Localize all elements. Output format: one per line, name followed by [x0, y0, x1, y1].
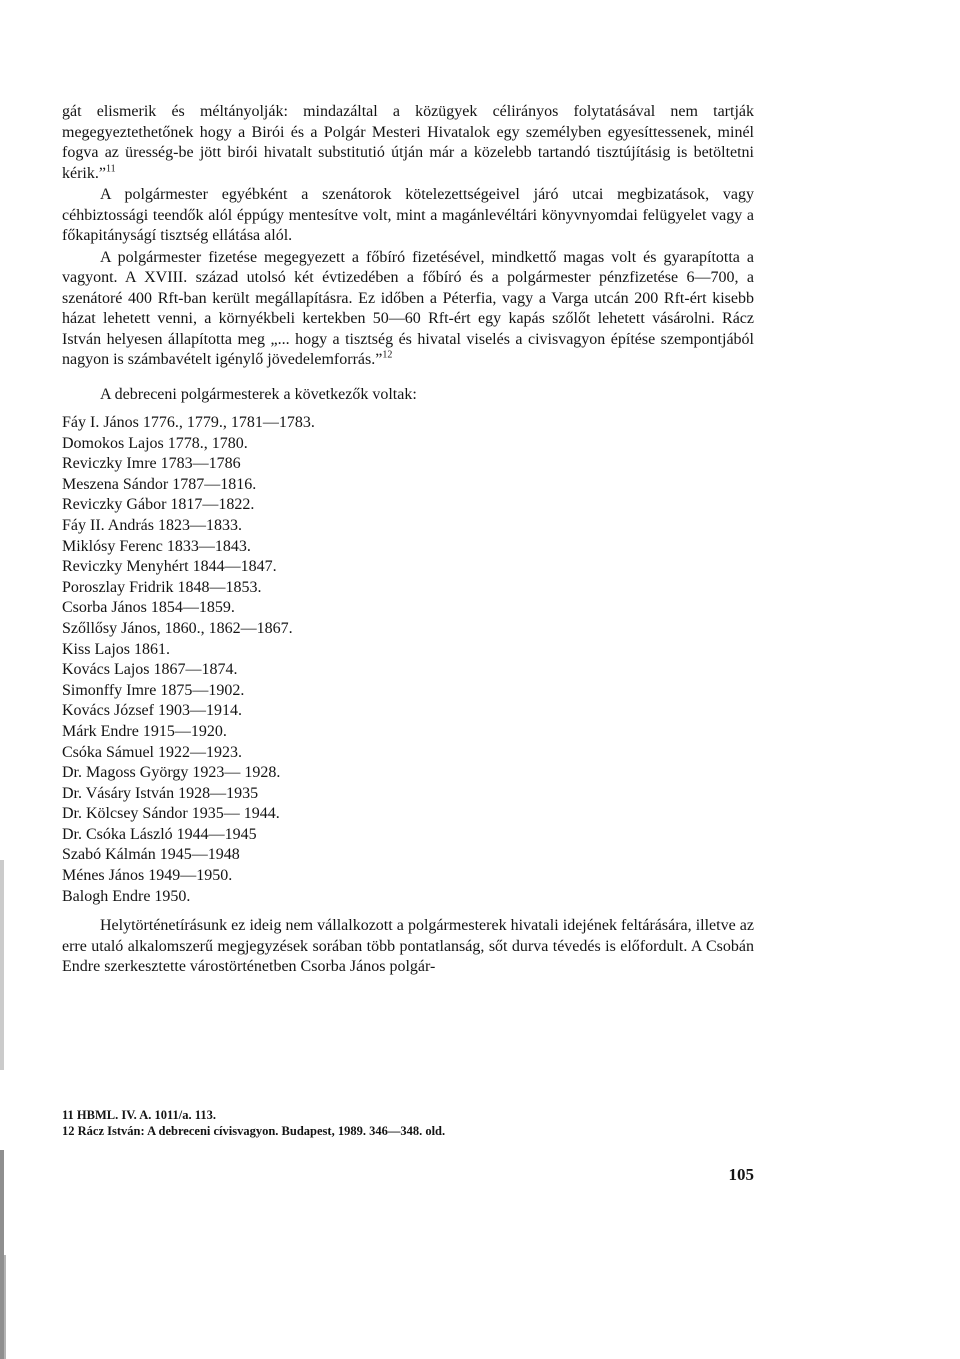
list-item: Simonffy Imre 1875—1902.: [62, 681, 245, 699]
list-item: Csóka Sámuel 1922—1923.: [62, 743, 242, 761]
list-item: Balogh Endre 1950.: [62, 887, 191, 905]
paragraph-3: A polgármester fizetése megegyezett a főbíró fizetésével, mindkettő magas volt és gyarapította a vagyont. A XVIII. század utolsó két évtizedében a főbíró és a polgármester pénzfizetése 6—700, a szenátoré 400 Rft-ban került megállapításra. Ez időben a Péterfia, vagy a Varga utcán 200 Rft-ért kisebb házat lehetett venni, a környékbeli kertekben 50—60 Rft-ért egy kapás szőlőt lehetett vásárolni. Rácz István helyesen állapította meg „... hogy a tisztség és hivatal viselés a civisvagyon építése szempontjából nagyon is számbavételt igénylő jövedelemforrás.”$^{12}$: [62, 248, 754, 368]
list-item: Reviczky Imre 1783—1786: [62, 455, 241, 473]
list-item: Dr. Magoss György 1923— 1928.: [62, 764, 281, 782]
list-item: Márk Endre 1915—1920.: [62, 722, 227, 740]
scan-edge-shadow: [4, 1255, 6, 1359]
footnote-ref-12: 12: [382, 349, 393, 361]
footnote-11: 11 HBML. IV. A. 1011/a. 113.: [62, 1108, 216, 1122]
list-item: Ménes János 1949—1950.: [62, 867, 233, 885]
list-item: Meszena Sándor 1787—1816.: [62, 475, 257, 493]
mayors-list-heading: A debreceni polgármesterek a következők voltak:: [100, 385, 417, 403]
list-item: Reviczky Menyhért 1844—1847.: [62, 558, 277, 576]
list-item: Dr. Csóka László 1944—1945: [62, 825, 257, 843]
footnote-ref-11: 11: [105, 163, 116, 175]
list-item: Dr. Kölcsey Sándor 1935— 1944.: [62, 805, 280, 823]
footnote-12: 12 Rácz István: A debreceni cívisvagyon. Budapest, 1989. 346—348. old.: [62, 1124, 446, 1138]
list-item: Miklósy Ferenc 1833—1843.: [62, 537, 251, 555]
list-item: Fáy I. János 1776., 1779., 1781—1783.: [62, 414, 315, 431]
main-text: [62, 102, 754, 978]
list-item: Fáy II. András 1823—1833.: [62, 516, 242, 534]
list-item: Csorba János 1854—1859.: [62, 599, 235, 617]
paragraph-1: gát elismerik és méltányolják: mindazáltal a közügyek célirányos folytatásával nem tartják megegyeztethetőnek hogy a Birói és a Polgár Mesteri Hivatalok egy személyben egyesíttessenek, minél fogva az üresség-be jött birói hivatalt substitutió útján már a közelebb tartandó tisztújításig is betöltetni kérik.”$^{11}$: [62, 103, 754, 182]
footnotes: [62, 1107, 754, 1139]
closing-paragraph: Helytörténetírásunk ez ideig nem vállalkozott a polgármesterek hivatali idejének feltárására, illetve az erre utaló alkalomszerű megjegyzések sorában több pontatlanság, sőt durva tévedés is előfordult. A Csobán Endre szerkesztette várostörténetben Csorba János polgár-: [62, 917, 754, 976]
list-item: Reviczky Gábor 1817—1822.: [62, 496, 255, 514]
list-item: Szabó Kálmán 1945—1948: [62, 846, 240, 864]
list-item: Dr. Vásáry István 1928—1935: [62, 784, 259, 802]
paragraph-2: A polgármester egyébként a szenátorok kötelezettségeivel járó utcai megbizatások, vagy céhbiztossági teendők alól éppúgy mentesítve volt, mint a magánlevéltári könyvnyomdai felügyelet vagy a főkapitányságí tisztség ellátása alól.: [62, 186, 754, 244]
list-item: Szőllősy János, 1860., 1862—1867.: [62, 619, 293, 637]
list-item: Kiss Lajos 1861.: [62, 640, 170, 658]
list-item: Kovács József 1903—1914.: [62, 702, 242, 720]
list-item: Kovács Lajos 1867—1874.: [62, 661, 238, 679]
list-item: Domokos Lajos 1778., 1780.: [62, 434, 248, 452]
mayors-list: [62, 413, 754, 907]
page-number: 105: [728, 1165, 754, 1184]
list-item: Poroszlay Fridrik 1848—1853.: [62, 578, 262, 596]
scan-edge-shadow: [0, 860, 4, 1070]
